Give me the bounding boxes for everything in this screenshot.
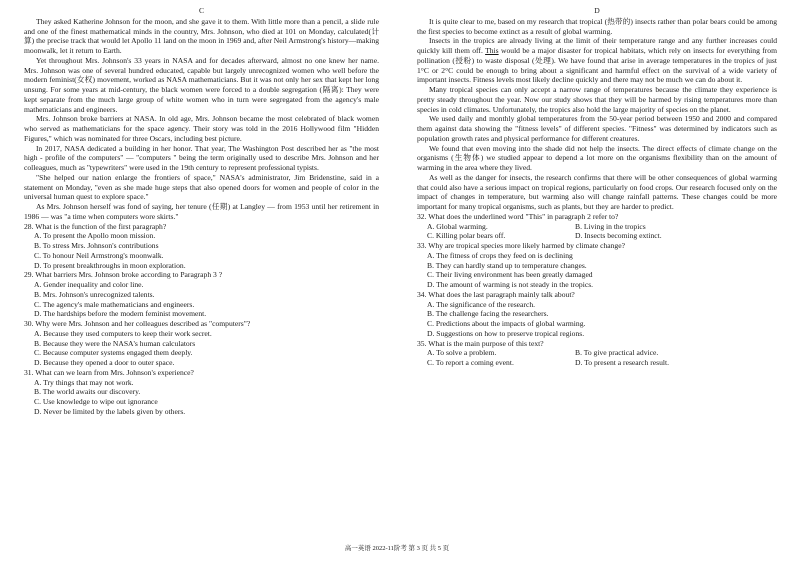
paragraph-2-end: would be a major disaster for tropical habitats, which rely on insects for everything from pollination (授粉) to waste disposal (处理). We have found that arise in average temperatures in the tropics of just 1°C or 2°C could be enough to bring about a significant and harmful effect on the survival of a wide variety of important insects. Fitness levels most likely decline quickly and there may not be much we can do about it. [417,46,778,85]
option-b: B. They can hardly stand up to temperature changes. [427,260,587,270]
option-a: A. Try things that may not work. [34,377,134,387]
question-30 [24,319,379,368]
question-34 [417,290,777,339]
question-28 [24,222,379,271]
option-d: D. Because they opened a door to outer space. [34,358,175,367]
option-d: D. To present a research result. [575,358,670,367]
option-b: B. The challenge facing the researchers. [427,309,549,319]
passage-c-paragraph-1: They asked Katherine Johnson for the moon, and she gave it to them. With little more than a pencil, a slide rule and one of the finest mathematical minds in the country, Mrs. Johnson, who died at 101 on Monday, calculated(计算) the precise track that would let Apollo 11 land on the moon in 1969 and, after Neil Armstrong's history—making moonwalk, let it return to Earth. [24,16,379,55]
passage-c-paragraph-4: In 2017, NASA dedicated a building in her honor. That year, The Washington Post described her as "the most high - profile of the computers" — "computers " being the term originally used to describe Mrs. Johnson and her colleagues, much as "typewriters" were used in the 19th century to represent professional typists. [24,143,379,172]
option-d: D. Insects becoming extinct. [575,231,662,241]
passage-c-label: C [198,6,205,15]
question-35 [417,339,777,368]
question-stem: 34. What does the last paragraph mainly talk about? [417,289,575,299]
question-stem: 28. What is the function of the first paragraph? [24,221,167,231]
option-c: C. Use knowledge to wipe out ignorance [34,397,158,406]
passage-d-paragraph-2 [417,36,777,85]
option-d: D. Never be limited by the labels given by others. [34,406,186,416]
option-b: B. Mrs. Johnson's unrecognized talents. [34,289,155,299]
passage-d-column [417,6,777,368]
passage-c-paragraph-2: Yet throughout Mrs. Johnson's 33 years in NASA and for decades afterward, almost no one knew her name. Mrs. Johnson was one of several hundred educated, capable but largely unrecognized women who well before the modern feminist(女权) movement, worked as NASA mathematicians. But it was not only her sex that kept her long unsung. For some years at mid-century, the black women were forced to a double segregation (隔离): They were kept separate from the much large group of white women who in turn were segregated from the agency's male mathematicians and engineers. [24,55,379,114]
passage-c-column [24,6,379,417]
option-a: A. The fitness of crops they feed on is declining [427,250,573,260]
underlined-word-this: This [485,46,499,55]
question-stem: 33. Why are tropical species more likely harmed by climate change? [417,241,625,250]
option-c: C. Predictions about the impacts of global warming. [427,319,586,328]
paragraph-2-start: Insects in the tropics are already living at the limit of their temperature range and any further increases could quickly kill them off. [417,36,777,55]
option-b: B. Living in the tropics [575,221,646,231]
question-32 [417,212,777,241]
options-row-ab [427,348,777,358]
option-b: B. The world awaits our discovery. [34,387,141,397]
question-stem: 30. Why were Mrs. Johnson and her colleagues described as "computers"? [24,319,251,328]
passage-c-paragraph-5: "She helped our nation enlarge the frontiers of space," NASA's administrator, Jim Bridenstine, said in a statement on Monday, "even as she made huge steps that also opened doors for women and people of color in the universal human quest to explore space." [24,172,379,202]
question-31 [24,368,379,417]
question-29 [24,270,379,319]
passage-d-paragraph-5: We found that even moving into the shade did not help the insects. The direct effects of climate change on the organisms (生物体) we studied appear to depend a lot more on the organisms flexibility than on the amount of warming in the area where they lived. [417,143,777,172]
option-b: B. To give practical advice. [575,348,659,358]
option-c: C. To report a coming event. [427,358,514,367]
option-a: A. To solve a problem. [427,348,497,358]
question-stem: 29. What barriers Mrs. Johnson broke according to Paragraph 3 ? [24,270,223,280]
option-d: D. Suggestions on how to preserve tropical regions. [427,328,585,338]
option-c: C. Because computer systems engaged them deeply. [34,348,193,358]
options-row-ab [427,222,777,232]
option-a: A. Global warming. [427,221,488,231]
option-b: B. Because they were the NASA's human calculators [34,338,196,348]
option-a: A. Because they used computers to keep their work secret. [34,328,212,338]
option-d: D. The amount of warming is not steady in the tropics. [427,280,594,289]
passage-d-paragraph-1: It is quite clear to me, based on my research that tropical (热带的) insects rather than polar bears could be among the first species to become extinct as a result of global warming. [417,16,777,36]
option-b: B. To stress Mrs. Johnson's contributions [34,241,159,250]
option-c: C. Their living environment has been greatly damaged [427,270,593,280]
options-row-cd [427,231,777,241]
option-c: C. Killing polar bears off. [427,231,506,241]
option-d: D. To present breakthroughs in moon exploration. [34,260,186,270]
question-stem: 32. What does the underlined word "This" in paragraph 2 refer to? [417,211,619,221]
option-a: A. Gender inequality and color line. [34,280,144,289]
passage-d-label: D [594,6,600,15]
option-c: C. To honour Neil Armstrong's moonwalk. [34,250,164,260]
page-footer: 高一英语 2022-11阶考 第 3 页 共 5 页 [344,545,450,552]
passage-d-paragraph-3: Many tropical species can only accept a narrow range of temperatures because the climate they experience is pretty steady throughout the year. Now our study shows that they will be harmed by rising temperatures more than species in cold climates. Unfortunately, the tropics also hold the large majority of species on the planet. [417,85,777,114]
passage-c-paragraph-3: Mrs. Johnson broke barriers at NASA. In old age, Mrs. Johnson became the most celebrated of black women who served as mathematicians for the space agency. Their story was told in the 2016 Hollywood film "Hidden Figures," which was nominated for three Oscars, including best picture. [24,114,379,143]
passage-c-paragraph-6: As Mrs. Johnson herself was fond of saying, her tenure (任期) at Langley — from 1953 until her retirement in 1986 — was "a time when computers wore skirts." [24,202,379,221]
options-row-cd [427,358,777,368]
question-stem: 31. What can we learn from Mrs. Johnson's experience? [24,367,194,377]
option-d: D. The hardships before the modern feminist movement. [34,309,207,319]
option-c: C. The agency's male mathematicians and engineers. [34,299,195,309]
option-a: A. To present the Apollo moon mission. [34,231,156,241]
question-stem: 35. What is the main purpose of this text? [417,338,544,348]
passage-d-paragraph-4: We used daily and monthly global temperatures from the 50-year period between 1950 and 2000 and compared them against data showing the "fitness levels" of different species. "Fitness" was determined by indicators such as population growth rates and physical performance for different creatures. [417,114,777,143]
question-33 [417,241,777,290]
option-a: A. The significance of the research. [427,299,536,309]
passage-d-paragraph-6: As well as the danger for insects, the research confirms that there will be other consequences of global warming that could also have a serious impact on tropical regions, particularly on food crops. Our research focused only on the impact of changes in temperature, but warming also will change rainfall patterns. These changes could be more important for many tropical organisms, such as plants, but they are harder to predict. [417,172,777,211]
